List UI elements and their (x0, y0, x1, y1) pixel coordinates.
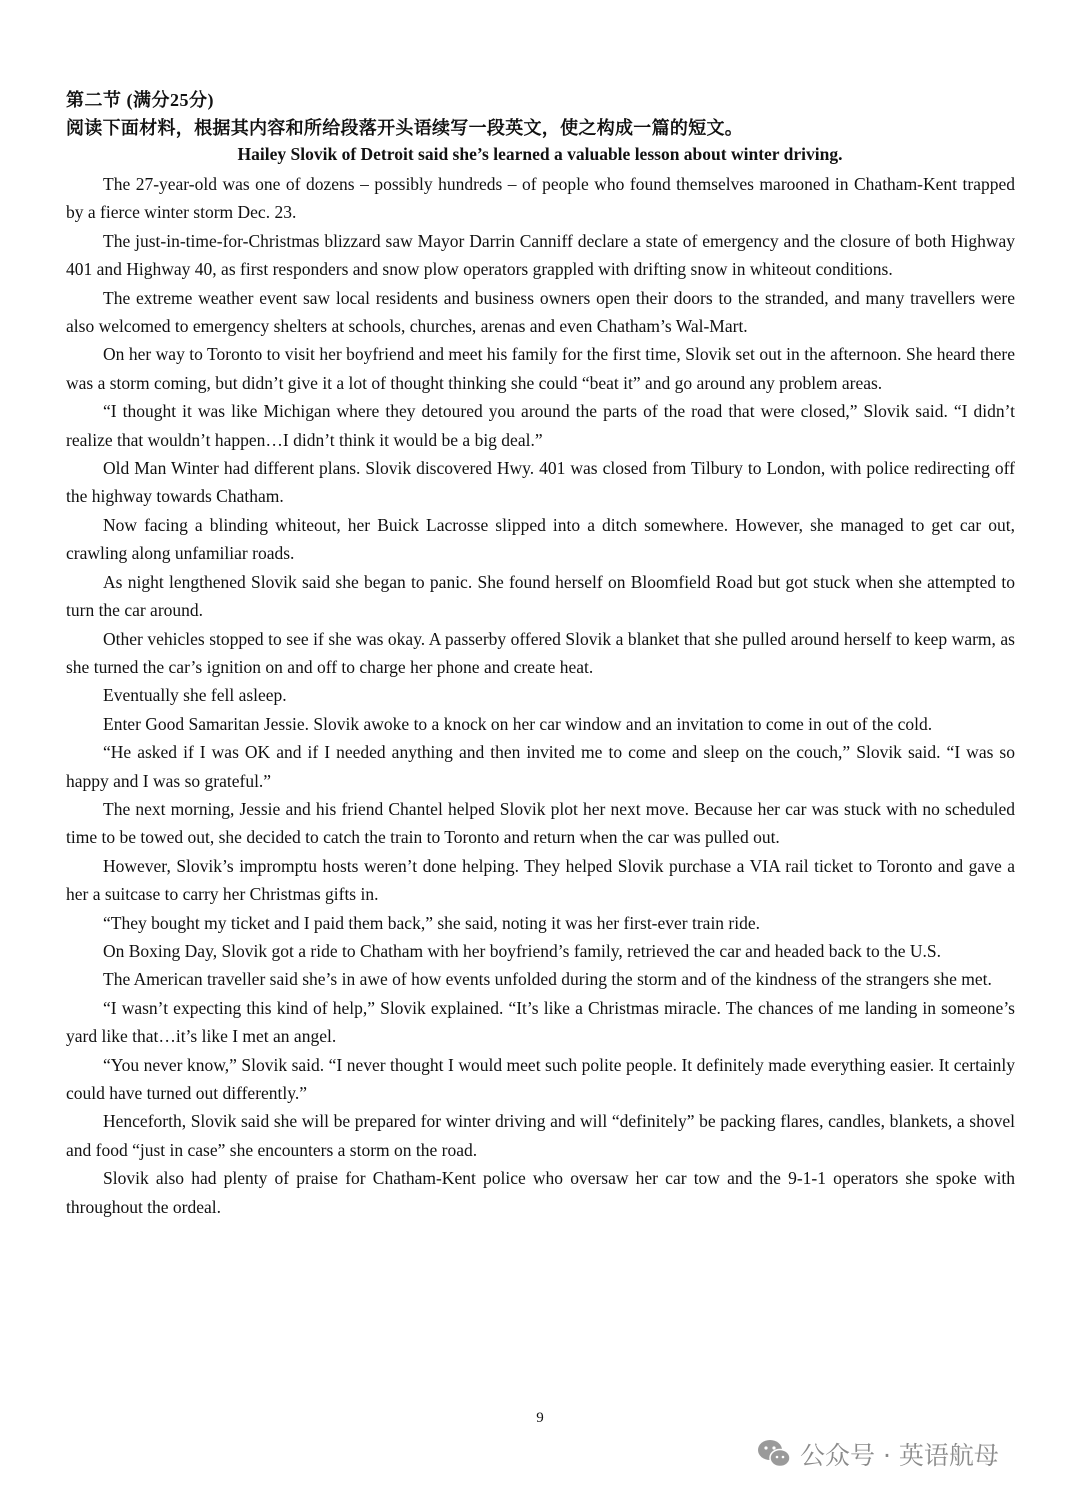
page-number: 9 (536, 1410, 544, 1426)
article-paragraph: The 27-year-old was one of dozens – possibly hundreds – of people who found themselves marooned in Chatham-Kent trapped by a fierce winter storm Dec. 23. (66, 174, 1015, 223)
article-paragraph: “They bought my ticket and I paid them back,” she said, noting it was her first-ever train ride. (103, 912, 761, 933)
article-body (66, 170, 1015, 1221)
article-paragraph: “I wasn’t expecting this kind of help,” Slovik explained. “It’s like a Christmas miracle. The chances of me landing in someone’s yard like that…it’s like I met an angel. (66, 997, 1015, 1047)
section-heading: 第二节 (满分25分) (66, 90, 214, 110)
watermark (756, 1432, 999, 1476)
article-paragraph: “You never know,” Slovik said. “I never thought I would meet such polite people. It definitely made everything easier. It certainly could have turned out differently.” (66, 1054, 1015, 1103)
article-paragraph: Eventually she fell asleep. (103, 685, 287, 706)
article-paragraph: The next morning, Jessie and his friend Chantel helped Slovik plot her next move. Because her car was stuck with no scheduled time to be towed out, she decided to catch the train to Toronto and return when the car was pulled out. (66, 798, 1015, 848)
article-paragraph: Henceforth, Slovik said she will be prepared for winter driving and will “definitely” be packing flares, candles, blankets, a shovel and food “just in case” she encounters a storm on the road. (66, 1111, 1015, 1160)
article-paragraph: Now facing a blinding whiteout, her Buick Lacrosse slipped into a ditch somewhere. However, she managed to get car out, crawling along unfamiliar roads. (66, 514, 1015, 564)
article-paragraph: Old Man Winter had different plans. Slovik discovered Hwy. 401 was closed from Tilbury to London, with police redirecting off the highway towards Chatham. (66, 458, 1015, 507)
article-paragraph: Other vehicles stopped to see if she was okay. A passerby offered Slovik a blanket that she pulled around herself to keep warm, as she turned the car’s ignition on and off to charge her phone and create heat. (66, 628, 1015, 677)
article-paragraph: The extreme weather event saw local residents and business owners open their doors to the stranded, and many travellers were also welcomed to emergency shelters at schools, churches, arenas and even Chatham’s Wal-Mart. (66, 287, 1015, 337)
article-paragraph: The just-in-time-for-Christmas blizzard saw Mayor Darrin Canniff declare a state of emergency and the closure of both Highway 401 and Highway 40, as first responders and snow plow operators grappled with drifting snow in whiteout conditions. (66, 230, 1015, 280)
article-paragraph: However, Slovik’s impromptu hosts weren’t done helping. They helped Slovik purchase a VIA rail ticket to Toronto and gave a her a suitcase to carry her Christmas gifts in. (66, 855, 1015, 905)
article-paragraph: The American traveller said she’s in awe of how events unfolded during the storm and of the kindness of the strangers she met. (103, 969, 992, 990)
task-instruction: 阅读下面材料，根据其内容和所给段落开头语续写一段英文，使之构成一篇的短文。 (66, 118, 744, 138)
article-paragraph: Enter Good Samaritan Jessie. Slovik awoke to a knock on her car window and an invitation to come in out of the cold. (103, 713, 933, 734)
wechat-icon (756, 1437, 792, 1471)
article-paragraph: As night lengthened Slovik said she began to panic. She found herself on Bloomfield Road but got stuck when she attempted to turn the car around. (66, 571, 1015, 621)
article-paragraph: On her way to Toronto to visit her boyfriend and meet his family for the first time, Slovik set out in the afternoon. She heard there was a storm coming, but didn’t give it a lot of thought thinking she could “beat it” and go around any problem areas. (66, 344, 1015, 393)
watermark-text: 公众号 · 英语航母 (800, 1441, 999, 1470)
article-paragraph: On Boxing Day, Slovik got a ride to Chatham with her boyfriend’s family, retrieved the car and headed back to the U.S. (103, 940, 942, 961)
article-title: Hailey Slovik of Detroit said she’s learned a valuable lesson about winter driving. (237, 144, 843, 164)
article-paragraph: “I thought it was like Michigan where they detoured you around the parts of the road that were closed,” Slovik said. “I didn’t realize that wouldn’t happen…I didn’t think it would be a big deal.” (66, 401, 1015, 450)
article-paragraph: “He asked if I was OK and if I needed anything and then invited me to come and sleep on the couch,” Slovik said. “I was so happy and I was so grateful.” (66, 742, 1015, 791)
article-paragraph: Slovik also had plenty of praise for Chatham-Kent police who oversaw her car tow and the 9-1-1 operators she spoke with throughout the ordeal. (66, 1168, 1015, 1217)
